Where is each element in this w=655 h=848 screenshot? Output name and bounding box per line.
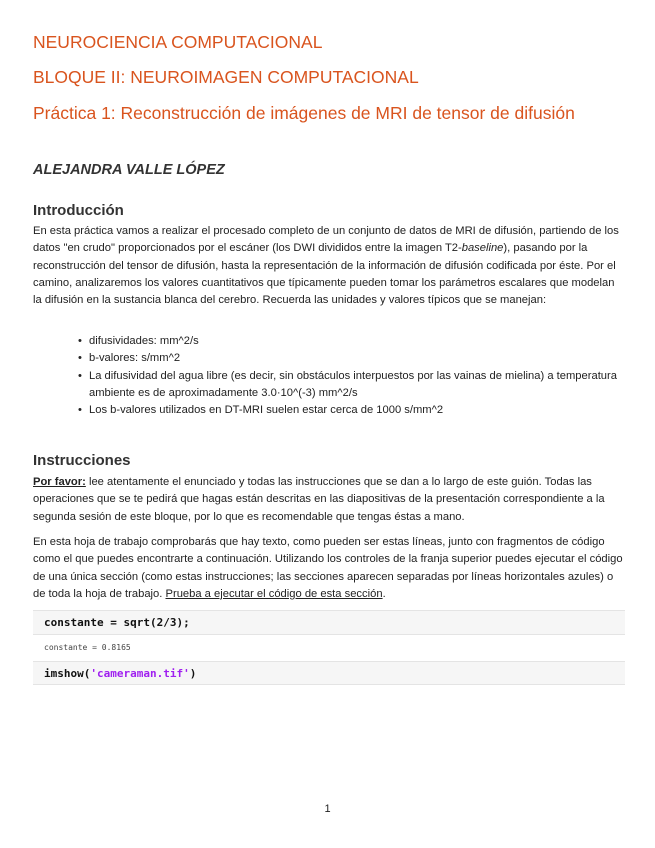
- intro-heading: Introducción: [33, 202, 124, 219]
- intro-text-italic: baseline: [461, 242, 504, 255]
- code-fn-imshow: imshow(: [44, 667, 91, 680]
- list-item: • Los b-valores utilizados en DT-MRI suelen estar cerca de 1000 s/mm^2: [89, 402, 625, 419]
- list-item: • La difusividad del agua libre (es decir, sin obstáculos interpuestos por las vainas de mielina) a temperatura ambiente es de aproximadamente 3.0·10^(-3) mm^2/s: [89, 368, 625, 403]
- code-cell-2[interactable]: [33, 661, 625, 685]
- instructions-text-end: .: [382, 587, 386, 600]
- code-output-1: constante = 0.8165: [44, 643, 131, 652]
- intro-text-before: En esta práctica vamos a realizar el procesado completo de un conjunto de datos de MRI de difusión, partiendo de los datos "en crudo" proporcionados por el escáner (los DWI divididos entre la imagen T2-: [33, 225, 619, 255]
- code-paren-close: ): [189, 667, 197, 680]
- instructions-heading: Instrucciones: [33, 452, 131, 469]
- practice-title: Práctica 1: Reconstrucción de imágenes de MRI de tensor de difusión: [33, 103, 575, 123]
- block-title: BLOQUE II: NEUROIMAGEN COMPUTACIONAL: [33, 67, 419, 87]
- list-item: • b-valores: s/mm^2: [89, 350, 625, 367]
- run-section-link[interactable]: Prueba a ejecutar el código de esta sección: [165, 587, 383, 600]
- intro-paragraph: [33, 223, 625, 309]
- instructions-paragraph-2: [33, 534, 625, 603]
- instructions-paragraph-1: [33, 474, 625, 526]
- list-item: • difusividades: mm^2/s: [89, 333, 625, 350]
- instructions-text-2: En esta hoja de trabajo comprobarás que hay texto, como pueden ser estas líneas, junto con fragmentos de código como el que puedes encontrarte a continuación. Utilizando los controles de la franja superior puedes ejecutar el código de una única sección (como estas instrucciones; las secciones aparecen separadas por líneas horizontales azules) o de toda la hoja de trabajo.: [33, 536, 623, 600]
- page-number: 1: [324, 803, 331, 815]
- code-cell-1[interactable]: [33, 610, 625, 635]
- course-title: NEUROCIENCIA COMPUTACIONAL: [33, 32, 323, 52]
- code-line-sqrt: constante = sqrt(2/3);: [44, 616, 190, 629]
- author-name: ALEJANDRA VALLE LÓPEZ: [33, 162, 225, 178]
- please-lead: Por favor:: [33, 476, 86, 488]
- intro-text-after: ), pasando por la reconstrucción del tensor de difusión, hasta la representación de la información de difusión codificada por éste. Por el camino, analizaremos los valores cuantitativos que típicamente pueden tomar los parámetros escalares que modelan la difusión en la sustancia blanca del cerebro. Recuerda las unidades y valores típicos que se manejan:: [33, 242, 616, 307]
- units-list: [33, 333, 625, 419]
- code-string-filename: 'cameraman.tif': [90, 667, 190, 680]
- instructions-text-1: lee atentamente el enunciado y todas las instrucciones que se dan a lo largo de este guión. Todas las operaciones que se te pedirá que hagas están descritas en las diapositivas de la presentación correspondiente a la segunda sesión de este bloque, por lo que es recomendable que tengas éstas a mano.: [33, 476, 605, 523]
